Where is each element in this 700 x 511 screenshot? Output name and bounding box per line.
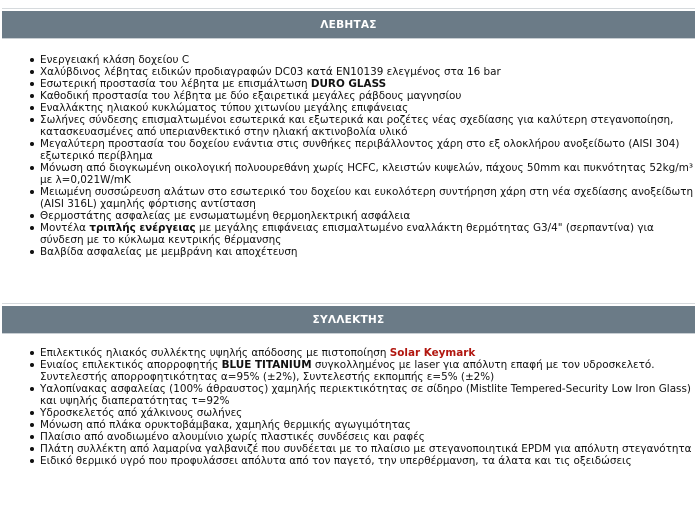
item-text: Ενιαίος επιλεκτικός απορροφητής — [40, 359, 222, 371]
bullet-icon — [30, 106, 34, 110]
bullet-icon — [30, 387, 34, 391]
list-item — [30, 455, 694, 467]
list-item — [30, 359, 694, 383]
bullet-icon — [30, 166, 34, 170]
bullet-icon — [30, 82, 34, 86]
list-item — [30, 66, 694, 78]
item-emphasis: τριπλής ενέργειας — [89, 222, 196, 234]
bullet-icon — [30, 351, 34, 355]
item-emphasis: DURO GLASS — [310, 78, 387, 90]
list-item — [30, 347, 694, 359]
list-item — [30, 78, 694, 90]
bullet-icon — [30, 411, 34, 415]
item-text: Εσωτερική προστασία του λέβητα με επισμάλτωση — [40, 78, 311, 90]
certification-highlight: Solar Keymark — [389, 347, 476, 359]
list-item — [30, 443, 694, 455]
item-text: με μεγάλης επιφάνειας επισμαλτωμένο εναλλάκτη θερμότητας G3/4" (σερπαντίνα) για σύνδεση με το κύκλωμα κεντρικής θέρμανσης — [40, 222, 654, 246]
item-text: Πλάτη συλλέκτη από λαμαρίνα γαλβανιζέ που συνδέεται με το πλαίσιο με στεγανοποιητικά EPDM για απόλυτη στεγανότητα — [40, 443, 692, 455]
item-text: συγκολλημένος με laser για απόλυτη επαφή με τον υδροσκελετό. Συντελεστής απορροφητικότητας α=95% (±2%), Συντελεστής εκπομπής ε=5% (±2%) — [40, 359, 655, 383]
bullet-icon — [30, 70, 34, 74]
bullet-icon — [30, 250, 34, 254]
list-item — [30, 186, 694, 210]
item-text: Πλαίσιο από ανοδιωμένο αλουμίνιο χωρίς πλαστικές συνδέσεις και ραφές — [40, 431, 425, 443]
collector-features-list — [30, 347, 694, 467]
list-item — [30, 222, 694, 246]
item-text: Βαλβίδα ασφαλείας με μεμβράνη και αποχέτευση — [40, 246, 298, 258]
section-header-boiler — [2, 11, 695, 39]
bullet-icon — [30, 214, 34, 218]
item-text: Ενεργειακή κλάση δοχείου C — [40, 54, 190, 66]
list-item — [30, 419, 694, 431]
item-text: Σωλήνες σύνδεσης επισμαλτωμένοι εσωτερικά και εξωτερικά και ροζέτες νέας σχεδίασης για καλύτερη στεγανοποίηση, κατασκευασμένες από υπεριανθεκτικό στην ηλιακή ακτινοβολία υλικό — [40, 114, 674, 138]
bullet-icon — [30, 58, 34, 62]
item-text: Μεγαλύτερη προστασία του δοχείου ενάντια στις συνθήκες περιβάλλοντος χάρη στο εξ ολοκλήρου ανοξείδωτο (AISI 304) εξωτερικό περίβλημα — [40, 138, 680, 162]
bullet-icon — [30, 142, 34, 146]
bullet-icon — [30, 226, 34, 230]
bullet-icon — [30, 363, 34, 367]
item-text: Χαλύβδινος λέβητας ειδικών προδιαγραφών DC03 κατά EN10139 ελεγμένος στα 16 bar — [40, 66, 501, 78]
bullet-icon — [30, 94, 34, 98]
item-text: Θερμοστάτης ασφαλείας με ενσωματωμένη θερμοηλεκτρική ασφάλεια — [40, 210, 411, 222]
list-item — [30, 246, 694, 258]
section-title: ΣΥΛΛΕΚΤΗΣ — [312, 313, 385, 326]
boiler-features-list — [30, 54, 694, 258]
item-text: Μόνωση από πλάκα ορυκτοβάμβακα, χαμηλής θερμικής αγωγιμότητας — [40, 419, 411, 431]
section-header-collector — [2, 306, 695, 334]
section-title: ΛΕΒΗΤΑΣ — [320, 18, 377, 31]
item-text: Υδροσκελετός από χάλκινους σωλήνες — [40, 407, 243, 419]
item-text: Μόνωση από διογκωμένη οικολογική πολυουρεθάνη χωρίς HCFC, κλειστών κυψελών, πάχους 50mm και πυκνότητας 52kg/m³ με λ=0,021W/mK — [40, 162, 693, 186]
bullet-icon — [30, 190, 34, 194]
bullet-icon — [30, 447, 34, 451]
list-item — [30, 90, 694, 102]
item-text: Καθοδική προστασία του λέβητα με δύο εξαιρετικά μεγάλες ράβδους μαγνησίου — [40, 90, 462, 102]
bullet-icon — [30, 423, 34, 427]
bullet-icon — [30, 459, 34, 463]
bullet-icon — [30, 118, 34, 122]
item-emphasis: BLUE TITANIUM — [221, 359, 312, 371]
item-text: Μοντέλα — [40, 222, 90, 234]
bullet-icon — [30, 435, 34, 439]
list-item — [30, 162, 694, 186]
item-text: Εναλλάκτης ηλιακού κυκλώματος τύπου χιτωνίου μεγάλης επιφάνειας — [40, 102, 409, 114]
list-item — [30, 407, 694, 419]
list-item — [30, 138, 694, 162]
item-text: Μειωμένη συσσώρευση αλάτων στο εσωτερικό του δοχείου και ευκολότερη συντήρηση χάρη στη νέα σχεδίασης ανοξείδωτη (AISI 316L) χαμηλής φόρτισης αντίσταση — [40, 186, 694, 210]
list-item — [30, 210, 694, 222]
item-text: Επιλεκτικός ηλιακός συλλέκτης υψηλής απόδοσης με πιστοποίηση — [40, 347, 390, 359]
item-text: Ειδικό θερμικό υγρό που προφυλάσσει απόλυτα από τον παγετό, την υπερθέρμανση, τα άλατα και τις οξειδώσεις — [40, 455, 632, 467]
list-item — [30, 102, 694, 114]
item-text: Υαλοπίνακας ασφαλείας (100% άθραυστος) χαμηλής περιεκτικότητας σε σίδηρο (Mistlite Tempered-Security Low Iron Glass) και υψηλής διαπερατότητας τ=92% — [40, 383, 691, 407]
list-item — [30, 114, 694, 138]
list-item — [30, 431, 694, 443]
list-item — [30, 54, 694, 66]
list-item — [30, 383, 694, 407]
